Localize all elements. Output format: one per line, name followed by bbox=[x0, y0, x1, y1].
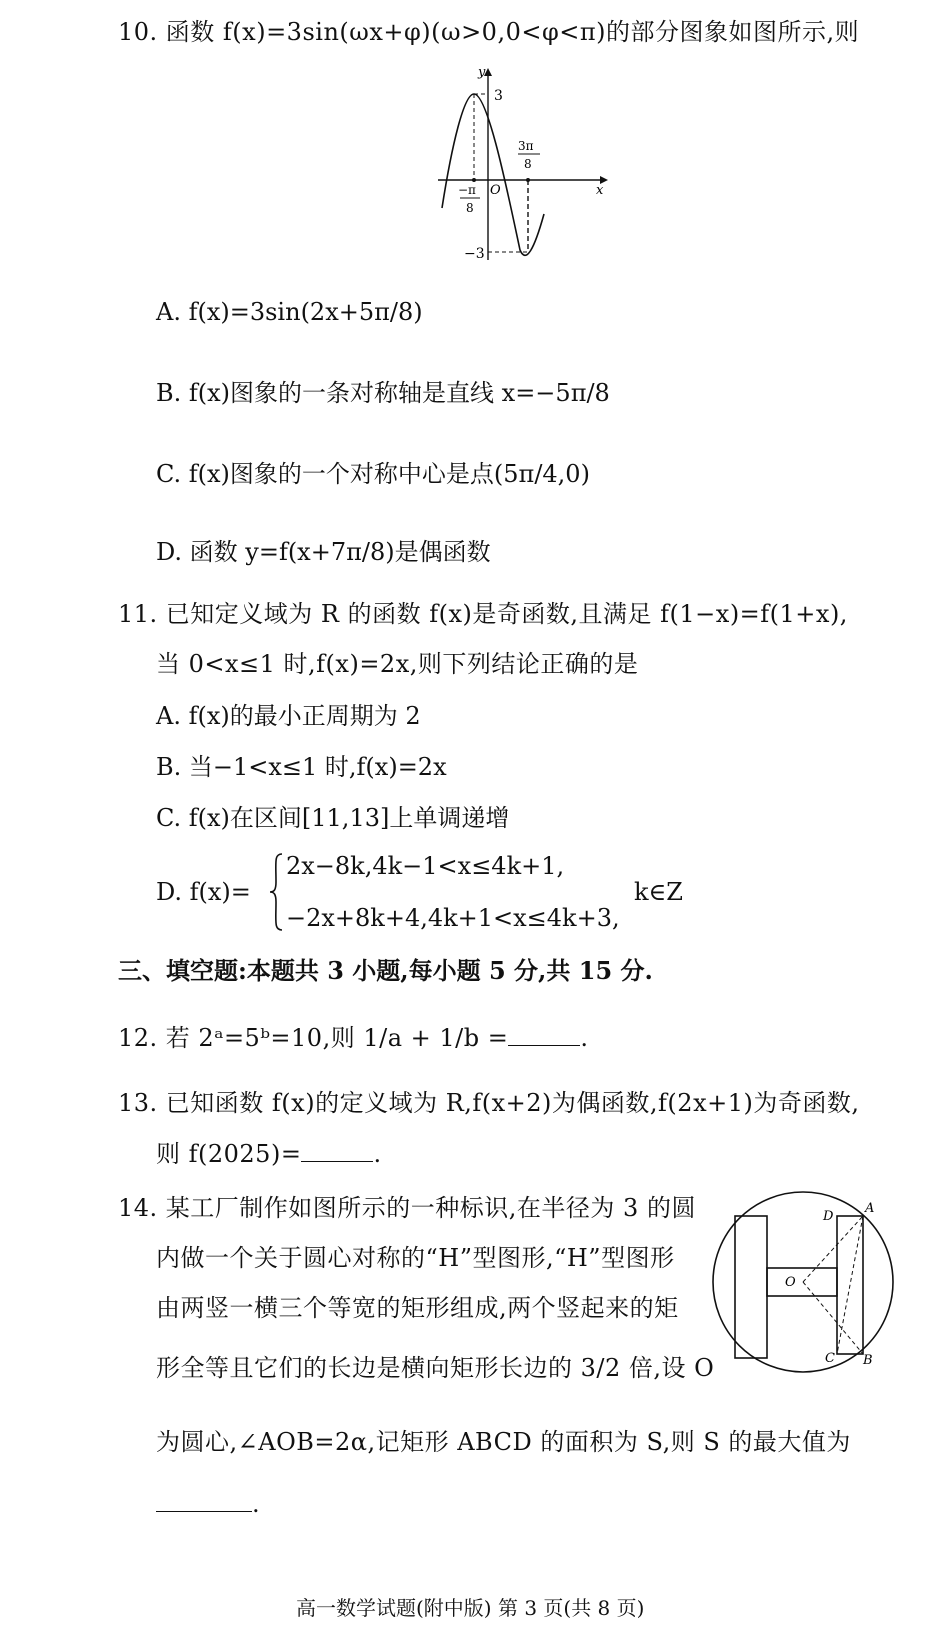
q11-option-d-case1: 2x−8k,4k−1<x≤4k+1, bbox=[286, 852, 565, 880]
q10-option-b: B. f(x)图象的一条对称轴是直线 x=−5π/8 bbox=[156, 379, 610, 407]
x1-den: 8 bbox=[466, 201, 474, 215]
q10-sine-graph bbox=[430, 64, 630, 264]
q11-option-c: C. f(x)在区间[11,13]上单调递增 bbox=[156, 804, 510, 832]
x2-num: 3π bbox=[518, 139, 534, 153]
q12-stem bbox=[118, 1022, 588, 1054]
ac-dashed bbox=[837, 1216, 863, 1354]
section-3-heading: 三、填空题:本题共 3 小题,每小题 5 分,共 15 分. bbox=[118, 956, 653, 985]
q12-answer-blank[interactable] bbox=[508, 1023, 580, 1046]
q11-option-b: B. 当−1<x≤1 时,f(x)=2x bbox=[156, 753, 447, 781]
y-max-label: 3 bbox=[494, 88, 503, 104]
q10-option-a: A. f(x)=3sin(2x+5π/8) bbox=[156, 298, 423, 326]
label-d: D bbox=[823, 1209, 834, 1224]
oa-dashed bbox=[803, 1216, 863, 1282]
q10-stem: 10. 函数 f(x)=3sin(ωx+φ)(ω>0,0<φ<π)的部分图象如图所示,则 bbox=[118, 18, 860, 46]
y-label: y bbox=[478, 65, 486, 80]
q13-stem-line1: 13. 已知函数 f(x)的定义域为 R,f(x+2)为偶函数,f(2x+1)为奇函数, bbox=[118, 1089, 860, 1117]
q13-stem-text: 则 f(2025)= bbox=[156, 1140, 302, 1168]
q13-end: . bbox=[373, 1140, 382, 1168]
label-c: C bbox=[825, 1351, 835, 1366]
q11-option-d-prefix: D. f(x)= bbox=[156, 878, 251, 906]
q14-end: . bbox=[252, 1490, 261, 1518]
q10-option-d: D. 函数 y=f(x+7π/8)是偶函数 bbox=[156, 538, 491, 566]
tick-point-2 bbox=[526, 178, 530, 182]
x1-num: −π bbox=[458, 183, 476, 197]
q11-stem-line2: 当 0<x≤1 时,f(x)=2x,则下列结论正确的是 bbox=[156, 650, 639, 678]
q14-line5: 为圆心,∠AOB=2α,记矩形 ABCD 的面积为 S,则 S 的最大值为 bbox=[156, 1428, 851, 1456]
q11-option-d-suffix: k∈Z bbox=[634, 878, 683, 906]
q11-option-a: A. f(x)的最小正周期为 2 bbox=[156, 702, 421, 730]
y-min-label: −3 bbox=[464, 246, 485, 262]
x2-den: 8 bbox=[524, 157, 532, 171]
q12-end: . bbox=[580, 1024, 589, 1052]
q12-stem-text: 12. 若 2ᵃ=5ᵇ=10,则 1/a + 1/b = bbox=[118, 1024, 509, 1052]
q10-option-c: C. f(x)图象的一个对称中心是点(5π/4,0) bbox=[156, 460, 590, 488]
q13-stem-line2 bbox=[156, 1138, 382, 1170]
x-label: x bbox=[596, 183, 604, 198]
ob-dashed bbox=[803, 1282, 863, 1354]
tick-point-1 bbox=[472, 178, 476, 182]
q11-option-d bbox=[156, 846, 716, 936]
page-footer: 高一数学试题(附中版) 第 3 页(共 8 页) bbox=[296, 1596, 645, 1620]
label-o: O bbox=[785, 1275, 796, 1290]
q11-stem-line1: 11. 已知定义域为 R 的函数 f(x)是奇函数,且满足 f(1−x)=f(1+x), bbox=[118, 600, 848, 628]
origin-label: O bbox=[490, 183, 501, 198]
q14-line4: 形全等且它们的长边是横向矩形长边的 3/2 倍,设 O bbox=[156, 1354, 715, 1382]
q11-option-d-case2: −2x+8k+4,4k+1<x≤4k+3, bbox=[286, 904, 620, 932]
q13-answer-blank[interactable] bbox=[301, 1139, 373, 1162]
q14-line3: 由两竖一横三个等宽的矩形组成,两个竖起来的矩 bbox=[156, 1294, 679, 1322]
horizontal-rect bbox=[767, 1268, 837, 1296]
piecewise-brace-icon bbox=[268, 852, 284, 932]
label-b: B bbox=[863, 1353, 873, 1368]
label-a: A bbox=[865, 1201, 875, 1216]
left-vertical-rect bbox=[735, 1216, 767, 1358]
sine-curve bbox=[442, 94, 544, 255]
q14-line2: 内做一个关于圆心对称的“H”型图形,“H”型图形 bbox=[156, 1244, 675, 1272]
q14-line6 bbox=[156, 1488, 260, 1520]
q14-answer-blank[interactable] bbox=[156, 1489, 252, 1512]
q14-h-figure bbox=[705, 1182, 905, 1382]
q14-line1: 14. 某工厂制作如图所示的一种标识,在半径为 3 的圆 bbox=[118, 1194, 696, 1222]
